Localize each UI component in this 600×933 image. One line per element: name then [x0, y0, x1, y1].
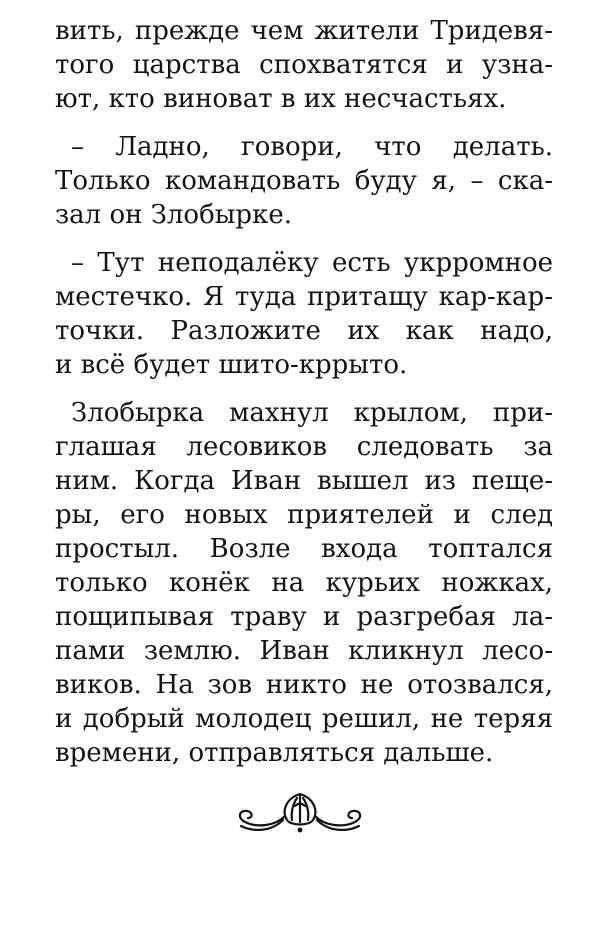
paragraph-2: [55, 130, 553, 232]
text-line: времени, отправляться дальше.: [55, 738, 494, 768]
text-line: Только командовать буду я, – ска-: [55, 166, 553, 196]
text-line: того царства спохватятся и узна-: [55, 50, 553, 80]
text-line: пощипывая траву и разгребая ла-: [55, 602, 553, 632]
text-line: точки. Разложите их как надо,: [55, 316, 553, 346]
text-line: местечко. Я туда притащу кар-кар-: [55, 282, 553, 312]
text-line: и всё будет шито-кррыто.: [55, 350, 408, 380]
paragraph-3: [55, 246, 553, 382]
text-line: ры, его новых приятелей и след: [55, 500, 553, 530]
text-line: ним. Когда Иван вышел из пеще-: [55, 466, 553, 496]
text-line: ют, кто виноват в их несчастьях.: [55, 84, 507, 114]
text-line: вить, прежде чем жители Тридевя-: [55, 16, 553, 46]
book-page-text: [55, 14, 553, 770]
text-line: только конёк на курьих ножках,: [55, 568, 553, 598]
decorative-vignette-icon: [235, 786, 365, 838]
text-line: – Ладно, говори, что делать.: [71, 132, 553, 162]
paragraph-1: [55, 14, 553, 116]
text-line: – Тут неподалёку есть укрромное: [71, 248, 553, 278]
text-line: Злобырка махнул крылом, при-: [71, 398, 553, 428]
text-line: глашая лесовиков следовать за: [55, 432, 553, 462]
text-line: виков. На зов никто не отозвался,: [55, 670, 553, 700]
text-line: простыл. Возле входа топтался: [55, 534, 553, 564]
text-line: зал он Злобырке.: [55, 200, 292, 230]
text-line: пами землю. Иван кликнул лесо-: [55, 636, 553, 666]
paragraph-4: [55, 396, 553, 770]
text-line: и добрый молодец решил, не теряя: [55, 704, 553, 734]
